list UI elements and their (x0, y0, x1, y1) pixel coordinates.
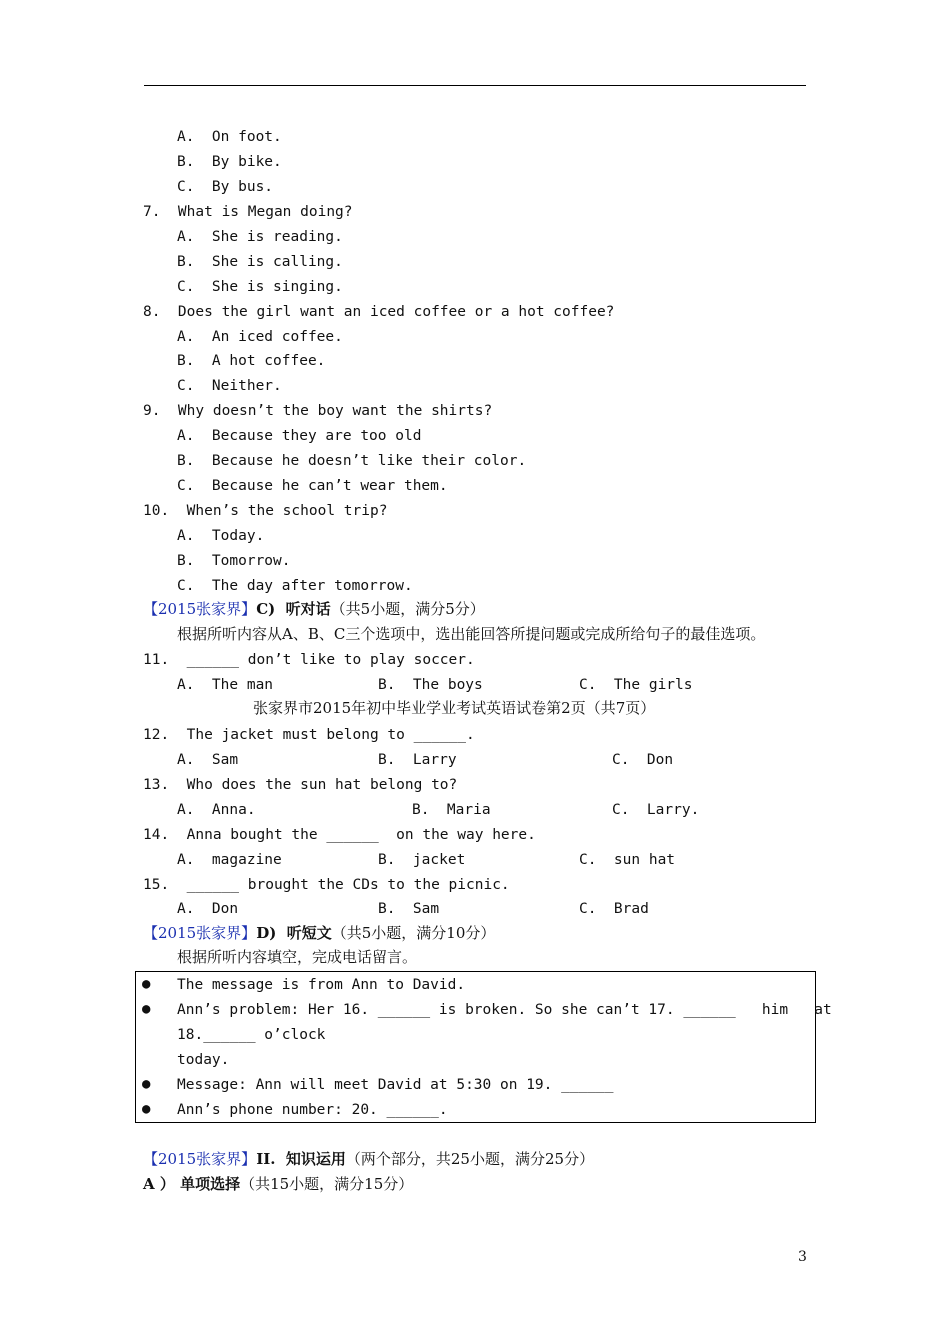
part-2-tag: 【2015张家界】 (143, 1150, 257, 1168)
q9-option-b: B. Because he doesn’t like their color. (177, 453, 527, 469)
q15-option-c: C. Brad (579, 901, 649, 917)
q10-option-b: B. Tomorrow. (177, 553, 291, 569)
q11-option-c: C. The girls (579, 677, 693, 693)
q14-option-b: B. jacket (378, 852, 466, 868)
q12-option-b: B. Larry (378, 752, 457, 768)
q8-option-c: C. Neither. (177, 378, 282, 394)
q13-option-b: B. Maria (412, 802, 491, 818)
section-d-score: （共5小题，满分10分） (331, 924, 496, 942)
page-number: 3 (798, 1249, 807, 1265)
section-a-label: A ） 单项选择 (143, 1175, 241, 1193)
q10-option-c: C. The day after tomorrow. (177, 578, 413, 594)
section-c-heading (143, 600, 485, 618)
q13-option-a: A. Anna. (177, 802, 256, 818)
q8-option-b: B. A hot coffee. (177, 353, 326, 369)
section-a-heading (143, 1175, 413, 1193)
section-c-instruction: 根据所听内容从A、B、C三个选项中，选出能回答所提问题或完成所给句子的最佳选项。 (177, 625, 766, 643)
q12-stem: 12. The jacket must belong to ______. (143, 727, 475, 743)
q10-option-a: A. Today. (177, 528, 265, 544)
q11-option-a: A. The man (177, 677, 274, 693)
q11-option-b: B. The boys (378, 677, 483, 693)
message-line-5: Message: Ann will meet David at 5:30 on 19. ______ (177, 1077, 614, 1093)
section-c-score: （共5小题，满分5分） (330, 600, 485, 618)
q9-stem: 9. Why doesn’t the boy want the shirts? (143, 403, 493, 419)
section-d-heading (143, 924, 495, 942)
q6-option-a: A. On foot. (177, 129, 282, 145)
q12-option-c: C. Don (612, 752, 674, 768)
section-d-instruction: 根据所听内容填空，完成电话留言。 (177, 948, 418, 966)
section-c-label: C) 听对话 (256, 600, 331, 618)
q12-option-a: A. Sam (177, 752, 239, 768)
message-line-3: 18.______ o’clock (177, 1027, 326, 1043)
q9-option-c: C. Because he can’t wear them. (177, 478, 448, 494)
section-a-score: （共15小题，满分15分） (240, 1175, 414, 1193)
q15-option-b: B. Sam (378, 901, 440, 917)
q7-stem: 7. What is Megan doing? (143, 204, 353, 220)
q13-option-c: C. Larry. (612, 802, 700, 818)
q9-option-a: A. Because they are too old (177, 428, 422, 444)
q8-stem: 8. Does the girl want an iced coffee or a hot coffee? (143, 304, 615, 320)
q14-option-a: A. magazine (177, 852, 282, 868)
q7-option-a: A. She is reading. (177, 229, 343, 245)
message-line-4: today. (177, 1052, 230, 1068)
message-line-1: The message is from Ann to David. (177, 977, 466, 993)
section-d-tag: 【2015张家界】 (143, 924, 257, 942)
q15-stem: 15. ______ brought the CDs to the picnic. (143, 877, 510, 893)
bullet-icon: ● (142, 1076, 151, 1092)
q8-option-a: A. An iced coffee. (177, 329, 343, 345)
bullet-icon: ● (142, 1001, 151, 1017)
q7-option-c: C. She is singing. (177, 279, 343, 295)
part-2-label: II. 知识运用 (256, 1150, 346, 1168)
q14-stem: 14. Anna bought the ______ on the way here. (143, 827, 536, 843)
exam-page-footer: 张家界市2015年初中毕业学业考试英语试卷第2页（共7页） (253, 699, 656, 717)
q13-stem: 13. Who does the sun hat belong to? (143, 777, 458, 793)
message-line-6: Ann’s phone number: 20. ______. (177, 1102, 448, 1118)
bullet-icon: ● (142, 976, 151, 992)
q10-stem: 10. When’s the school trip? (143, 503, 388, 519)
section-d-label: D) 听短文 (256, 924, 332, 942)
q6-option-b: B. By bike. (177, 154, 282, 170)
q15-option-a: A. Don (177, 901, 239, 917)
part-2-heading (143, 1150, 594, 1168)
q11-stem: 11. ______ don’t like to play soccer. (143, 652, 475, 668)
q7-option-b: B. She is calling. (177, 254, 343, 270)
section-c-tag: 【2015张家界】 (143, 600, 257, 618)
header-rule (144, 85, 806, 86)
part-2-score: （两个部分，共25小题，满分25分） (345, 1150, 595, 1168)
bullet-icon: ● (142, 1101, 151, 1117)
message-line-2: Ann’s problem: Her 16. ______ is broken. So she can’t 17. ______ him at (177, 1002, 832, 1018)
q14-option-c: C. sun hat (579, 852, 676, 868)
q6-option-c: C. By bus. (177, 179, 274, 195)
